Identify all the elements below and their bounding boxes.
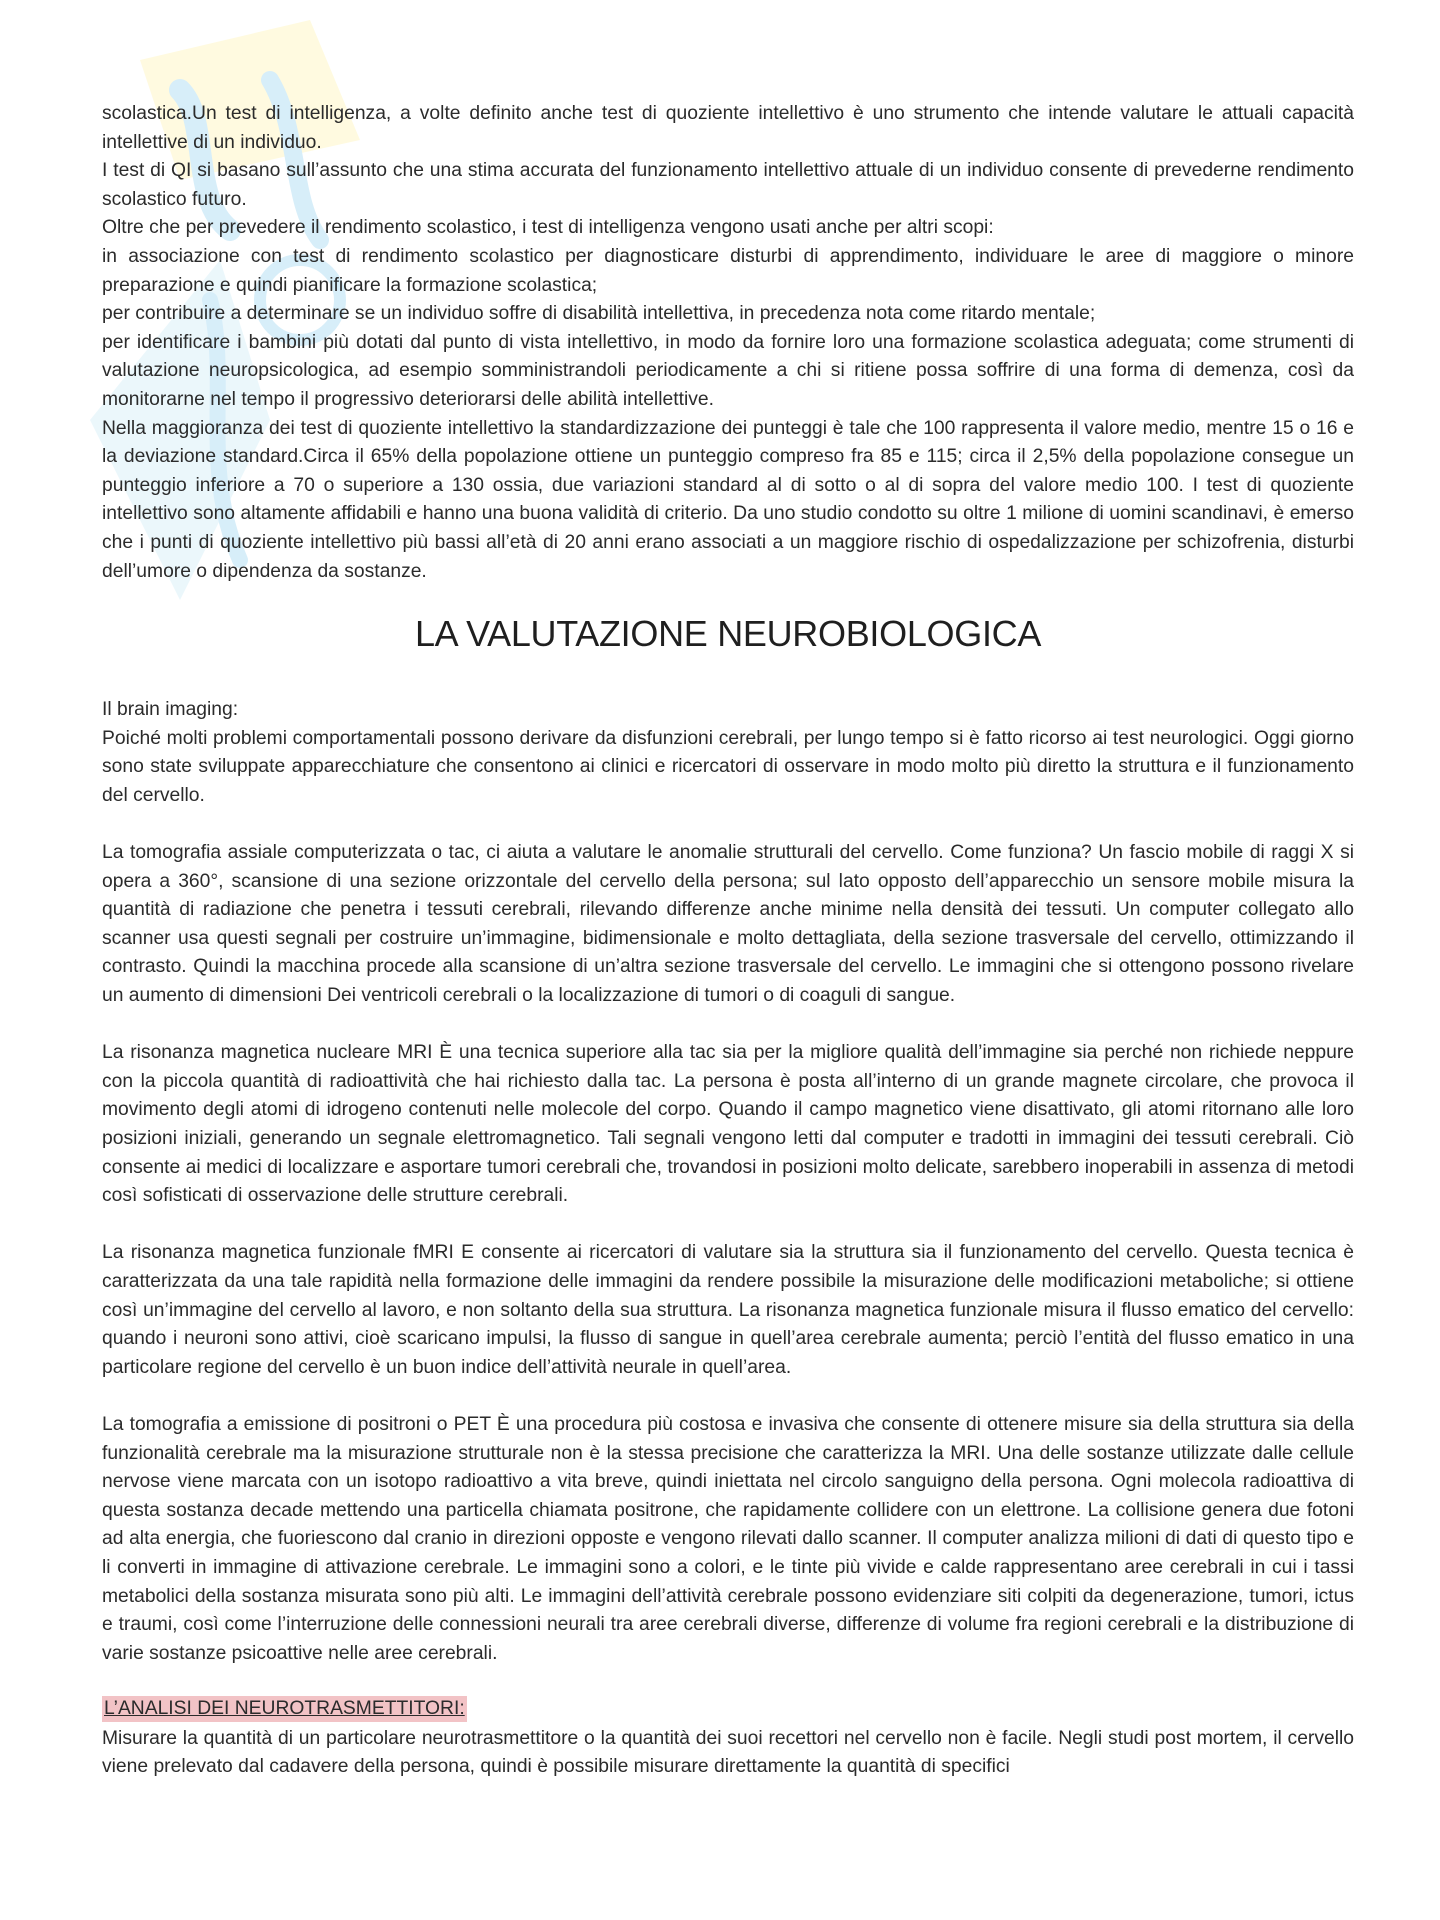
highlighted-subheading: L’ANALISI DEI NEUROTRASMETTITORI:	[102, 1696, 467, 1722]
paragraph-mri: La risonanza magnetica nucleare MRI È una tecnica superiore alla tac sia per la migliore qualità dell’immagine sia perché non richiede neppure con la piccola quantità di radioattività che hai richiesto dalla tac. La persona è posta all’interno di un grande magnete circolare, che provoca il movimento degli atomi di idrogeno contenuti nelle molecole del corpo. Quando il campo magnetico viene disattivato, gli atomi ritornano alle loro posizioni iniziali, generando un segnale elettromagnetico. Tali segnali vengono letti dal computer e tradotti in immagini dei tessuti cerebrali. Ciò consente ai medici di localizzare e asportare tumori cerebrali che, trovandosi in posizioni molto delicate, sarebbero inoperabili in assenza di metodi così sofisticati di osservazione delle strutture cerebrali.	[102, 1042, 1354, 1207]
paragraph: Misurare la quantità di un particolare neurotrasmettitore o la quantità dei suoi recettori nel cervello non è facile. Negli studi post mortem, il cervello viene prelevato dal cadavere della persona, quindi è possibile misurare direttamente la quantità di specifici	[102, 1727, 1354, 1778]
subheading-wrap	[102, 1696, 1354, 1725]
paragraph-tac: La tomografia assiale computerizzata o tac, ci aiuta a valutare le anomalie strutturali del cervello. Come funziona? Un fascio mobile di raggi X si opera a 360°, scansione di una sezione orizzontale del cervello della persona; sul lato opposto dell’apparecchio un sensore mobile misura la quantità di radiazione che penetra i tessuti cerebrali, rilevando differenze anche minime nella densità dei tessuti. Un computer collegato allo scanner usa questi segnali per costruire un’immagine, bidimensionale e molto dettagliata, della sezione trasversale del cervello, ottimizzando il contrasto. Quindi la macchina procede alla scansione di un’altra sezione trasversale del cervello. Le immagini che si ottengono possono rivelare un aumento di dimensioni Dei ventricoli cerebrali o la localizzazione di tumori o di coaguli di sangue.	[102, 842, 1354, 1007]
paragraph: Nella maggioranza dei test di quoziente intellettivo la standardizzazione dei punteggi è tale che 100 rappresenta il valore medio, mentre 15 o 16 e la deviazione standard.Circa il 65% della popolazione ottiene un punteggio compreso fra 85 e 115; circa il 2,5% della popolazione consegue un punteggio inferiore a 70 o superiore a 130 ossia, due variazioni standard al di sotto o al di sopra del valore medio 100. I test di quoziente intellettivo sono altamente affidabili e hanno una buona validità di criterio. Da uno studio condotto su oltre 1 milione di uomini scandinavi, è emerso che i punti di quoziente intellettivo più bassi all’età di 20 anni erano associati a un maggiore rischio di ospedalizzazione per schizofrenia, disturbi dell’umore o dipendenza da sostanze.	[102, 417, 1354, 582]
section-iq-tests	[102, 100, 1354, 586]
paragraph-gap	[102, 1211, 1354, 1240]
paragraph: scolastica.Un test di intelligenza, a volte definito anche test di quoziente intellettivo è uno strumento che intende valutare le attuali capacità intellettive di un individuo.	[102, 103, 1354, 153]
paragraph: per identificare i bambini più dotati dal punto di vista intellettivo, in modo da fornire loro una formazione scolastica adeguata; come strumenti di valutazione neuropsicologica, ad esempio somministrandoli periodicamente a chi si ritiene possa soffrire di una forma di demenza, così da monitorarne nel tempo il progressivo deteriorarsi delle abilità intellettive.	[102, 331, 1354, 410]
paragraph: in associazione con test di rendimento scolastico per diagnosticare disturbi di apprendimento, individuare le aree di maggiore o minore preparazione e quindi pianificare la formazione scolastica;	[102, 245, 1354, 296]
document-page	[102, 100, 1354, 1782]
paragraph: per contribuire a determinare se un individuo soffre di disabilità intellettiva, in precedenza nota come ritardo mentale;	[102, 303, 1096, 325]
paragraph: Poiché molti problemi comportamentali possono derivare da disfunzioni cerebrali, per lungo tempo si è fatto ricorso ai test neurologici. Oggi giorno sono state sviluppate apparecchiature che consentono ai clinici e ricercatori di osservare in modo molto più diretto la struttura e il funzionamento del cervello.	[102, 727, 1354, 806]
paragraph-fmri: La risonanza magnetica funzionale fMRI E consente ai ricercatori di valutare sia la struttura sia il funzionamento del cervello. Questa tecnica è caratterizzata da una tale rapidità nella formazione delle immagini da rendere possibile la misurazione delle modificazioni metaboliche; si ottiene così un’immagine del cervello al lavoro, e non soltanto della sua struttura. La risonanza magnetica funzionale misura il flusso ematico del cervello: quando i neuroni sono attivi, cioè scaricano impulsi, la flusso di sangue in quell’area cerebrale aumenta; perciò l’entità del flusso ematico in una particolare regione del cervello è un buon indice dell’attività neurale in quell’area.	[102, 1242, 1354, 1378]
paragraph: I test di QI si basano sull’assunto che una stima accurata del funzionamento intellettivo attuale di un individuo consente di prevederne rendimento scolastico futuro.	[102, 160, 1354, 210]
paragraph-gap	[102, 810, 1354, 839]
intro-label: Il brain imaging:	[102, 699, 239, 721]
paragraph: Oltre che per prevedere il rendimento scolastico, i test di intelligenza vengono usati anche per altri scopi:	[102, 217, 994, 239]
paragraph-gap	[102, 1382, 1354, 1411]
paragraph-pet: La tomografia a emissione di positroni o PET È una procedura più costosa e invasiva che consente di ottenere misure sia della struttura sia della funzionalità cerebrale ma la misurazione strutturale non è la stessa precisione che caratterizza la MRI. Una delle sostanze utilizzate dalle cellule nervose viene marcata con un isotopo radioattivo a vita breve, quindi iniettata nel circolo sanguigno della persona. Ogni molecola radioattiva di questa sostanza decade mettendo una particella chiamata positrone, che rapidamente collidere con un elettrone. La collisione genera due fotoni ad alta energia, che fuoriescono dal cranio in direzioni opposte e vengono rilevati dallo scanner. Il computer analizza milioni di dati di questo tipo e li converti in immagine di attivazione cerebrale. Le immagini sono a colori, e le tinte più vivide e calde rappresentano aree cerebrali in cui i tassi metabolici della sostanza misurata sono più alti. Le immagini dell’attività cerebrale possono evidenziare siti colpiti da degenerazione, tumori, ictus e traumi, così come l’interruzione delle connessioni neurali tra aree cerebrali diverse, differenze di volume fra regioni cerebrali e la distribuzione di varie sostanze psicoattive nelle aree cerebrali.	[102, 1413, 1354, 1664]
section-neurotransmitters	[102, 1696, 1354, 1782]
paragraph-gap	[102, 1011, 1354, 1040]
section-brain-imaging	[102, 696, 1354, 1668]
section-heading: LA VALUTAZIONE NEUROBIOLOGICA	[414, 613, 1042, 655]
